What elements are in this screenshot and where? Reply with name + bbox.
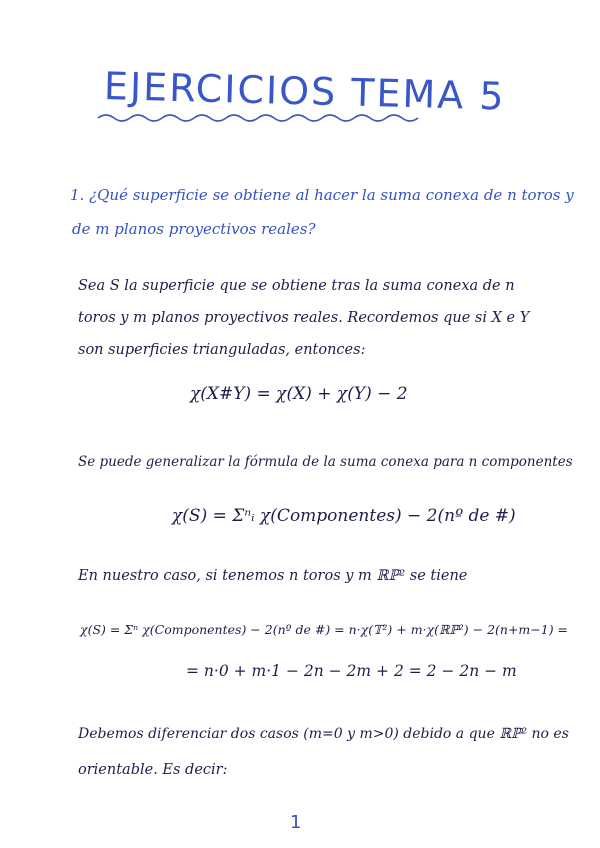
equation-euler-connected-sum: χ(X#Y) = χ(X) + χ(Y) − 2	[190, 384, 408, 404]
answer-paragraph-4-line-2: orientable. Es decir:	[78, 762, 228, 778]
answer-paragraph-1-line-1: Sea S la superficie que se obtiene tras la suma conexa de n	[78, 278, 515, 294]
answer-paragraph-4-line-1: Debemos diferenciar dos casos (m=0 y m>0) debido a que ℝℙ² no es	[78, 726, 569, 742]
page-title: EJERCICIOS TEMA 5	[103, 64, 507, 119]
answer-paragraph-1-line-2: toros y m planos proyectivos reales. Recordemos que si X e Y	[78, 310, 530, 326]
answer-paragraph-1-line-3: son superficies trianguladas, entonces:	[78, 342, 366, 358]
answer-paragraph-2: Se puede generalizar la fórmula de la suma conexa para n componentes	[78, 454, 573, 470]
equation-general-formula: χ(S) = Σⁿᵢ χ(Componentes) − 2(nº de #)	[172, 506, 516, 526]
question-line-1: 1. ¿Qué superficie se obtiene al hacer la suma conexa de n toros y	[70, 186, 574, 204]
page-number: 1	[290, 812, 302, 833]
title-wavy-underline	[96, 110, 426, 124]
answer-paragraph-3: En nuestro caso, si tenemos n toros y m ℝℙ² se tiene	[78, 568, 468, 584]
question-line-2: de m planos proyectivos reales?	[72, 220, 316, 238]
equation-computation-line-2: = n·0 + m·1 − 2n − 2m + 2 = 2 − 2n − m	[186, 662, 517, 680]
equation-computation-line-1: χ(S) = Σⁿ χ(Componentes) − 2(nº de #) = n·χ(𝕋²) + m·χ(ℝℙ²) − 2(n+m−1) =	[80, 622, 569, 637]
